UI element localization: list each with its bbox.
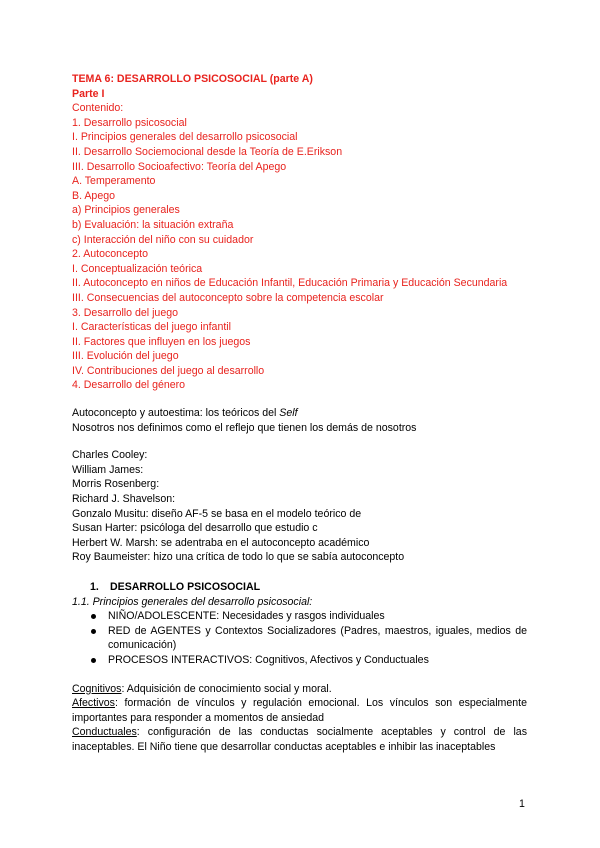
section-title: DESARROLLO PSICOSOCIAL [110,581,261,593]
self-definition: Nosotros nos definimos como el reflejo que tienen los demás de nosotros [72,421,417,434]
spacer [72,435,527,448]
theorist-item: Morris Rosenberg: [72,478,160,491]
document-title: TEMA 6: DESARROLLO PSICOSOCIAL (parte A) [72,73,313,85]
toc-item: III. Consecuencias del autoconcepto sobre la competencia escolar [72,291,384,304]
theorists-list [72,448,527,565]
table-of-contents [72,101,527,393]
section-number: 1. [90,581,99,593]
list-item-text: NIÑO/ADOLESCENTE: Necesidades y rasgos individuales [108,610,385,623]
list-item-text: PROCESOS INTERACTIVOS: Cognitivos, Afectivos y Conductuales [108,653,429,666]
theorist-item: Herbert W. Marsh: se adentraba en el autoconcepto académico [72,536,370,549]
part-heading: Parte I [72,87,105,100]
page-number: 1 [519,798,525,810]
toc-item: I. Principios generales del desarrollo psicosocial [72,131,298,144]
spacer [72,565,527,576]
bullet-icon [91,614,96,619]
toc-item: 1. Desarrollo psicosocial [72,116,187,129]
toc-item: I. Características del juego infantil [72,321,231,334]
definition-paragraph [72,725,527,754]
toc-item: IV. Contribuciones del juego al desarrollo [72,364,265,377]
list-item [72,624,527,653]
bullet-icon [91,658,96,663]
definition-term: Afectivos [72,697,115,710]
toc-item: 2. Autoconcepto [72,248,148,261]
definition-paragraph [72,696,527,725]
theorist-item: Susan Harter: psicóloga del desarrollo que estudio c [72,522,318,535]
toc-item: c) Interacción del niño con su cuidador [72,233,254,246]
toc-item: II. Autoconcepto en niños de Educación Infantil, Educación Primaria y Educación Secundaria [72,277,508,290]
definition-text: : Adquisición de conocimiento social y moral. [121,682,332,695]
self-term: Self [279,407,298,420]
theorist-item: Gonzalo Musitu: diseño AF-5 se basa en el modelo teórico de [72,507,362,520]
bullet-list [72,609,527,667]
definition-text: : formación de vínculos y regulación emocional. Los vínculos son especialmente importantes para responder a momentos de ansiedad [72,697,527,724]
toc-item: b) Evaluación: la situación extraña [72,218,234,231]
toc-item: II. Factores que influyen en los juegos [72,335,251,348]
definition-paragraph [72,682,527,697]
self-intro-line [72,406,527,421]
definition-term: Cognitivos [72,682,122,695]
toc-item: a) Principios generales [72,204,180,217]
list-item [72,653,527,668]
spacer [72,668,527,682]
toc-item: III. Evolución del juego [72,350,179,363]
subsection-heading: 1.1. Principios generales del desarrollo psicosocial: [72,595,313,608]
toc-item: B. Apego [72,189,116,202]
toc-item: 3. Desarrollo del juego [72,306,178,319]
bullet-icon [91,629,96,634]
section-heading [72,580,527,595]
page-content [72,72,527,755]
self-intro-text: Autoconcepto y autoestima: los teóricos del [72,407,280,420]
toc-item: 4. Desarrollo del género [72,379,186,392]
definition-term: Conductuales [72,726,137,739]
toc-item: A. Temperamento [72,175,156,188]
toc-label: Contenido: [72,102,124,115]
theorist-item: Roy Baumeister: hizo una crítica de todo lo que se sabía autoconcepto [72,551,405,564]
list-item [72,609,527,624]
toc-item: III. Desarrollo Socioafectivo: Teoría del Apego [72,160,287,173]
toc-item: II. Desarrollo Sociemocional desde la Teoría de E.Erikson [72,145,343,158]
definition-text: : configuración de las conductas socialmente aceptables y control de las inaceptables. El Niño tiene que desarrollar conductas aceptables e inhibir las inaceptables [72,726,527,753]
toc-item: I. Conceptualización teórica [72,262,203,275]
theorist-item: Charles Cooley: [72,449,148,462]
spacer [72,393,527,406]
theorist-item: William James: [72,463,144,476]
list-item-text: RED de AGENTES y Contextos Socializadores (Padres, maestros, iguales, medios de comunicación) [108,624,527,652]
theorist-item: Richard J. Shavelson: [72,493,176,506]
